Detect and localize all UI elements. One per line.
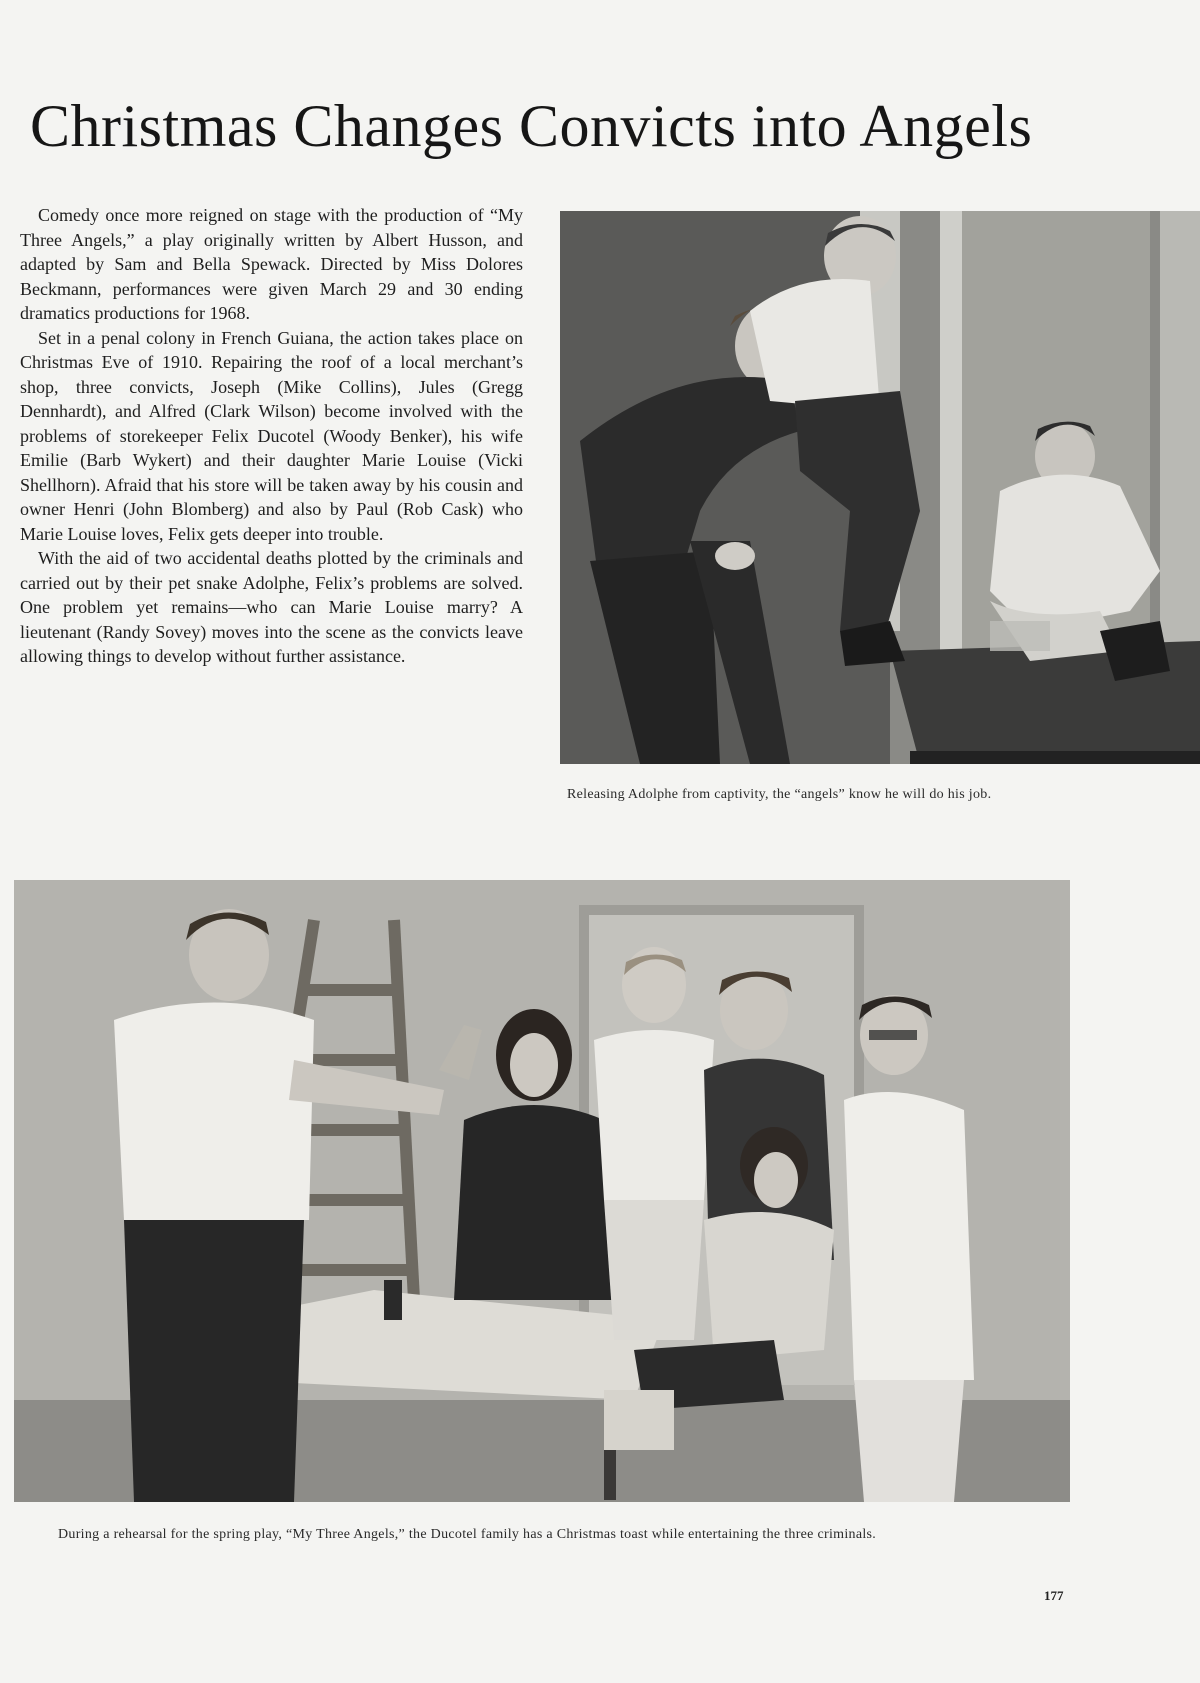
photo-caption: During a rehearsal for the spring play, “My Three Angels,” the Ducotel family has a Christmas toast while entertaining the three criminals. [58, 1527, 877, 1542]
photo-christmas-toast [14, 880, 1070, 1502]
page-title: Christmas Changes Convicts into Angels [30, 93, 1033, 159]
article-paragraph: Set in a penal colony in French Guiana, the action takes place on Christmas Eve of 1910. Repairing the roof of a local merchant’s shop, three convicts, Joseph (Mike Collins), Jules (Gregg Dennhardt), and Alfred (Clark Wilson) become involved with the problems of storekeeper Felix Ducotel (Woody Benker), his wife Emilie (Barb Wykert) and their daughter Marie Louise (Vicki Shellhorn). Afraid that his store will be taken away by his cousin and owner Henri (John Blomberg) and also by Paul (Rob Cask) who Marie Louise loves, Felix gets deeper into trouble. [20, 327, 523, 544]
photo-christmas-toast-image [14, 880, 1070, 1502]
photo-caption: Releasing Adolphe from captivity, the “angels” know he will do his job. [567, 787, 992, 802]
article-body [20, 203, 523, 669]
article-paragraph: Comedy once more reigned on stage with the production of “My Three Angels,” a play originally written by Albert Husson, and adapted by Sam and Bella Spewack. Directed by Miss Dolores Beckmann, performances were given March 29 and 30 ending dramatics productions for 1968. [20, 205, 523, 323]
photo-convicts-stage-image [560, 211, 1200, 764]
photo-convicts-stage [560, 211, 1200, 764]
article-paragraph: With the aid of two accidental deaths plotted by the criminals and carried out by their pet snake Adolphe, Felix’s problems are solved. One problem yet remains—who can Marie Louise marry? A lieutenant (Randy Sovey) moves into the scene as the convicts leave allowing things to develop without further assistance. [20, 548, 523, 666]
page-number: 177 [1044, 1588, 1064, 1603]
